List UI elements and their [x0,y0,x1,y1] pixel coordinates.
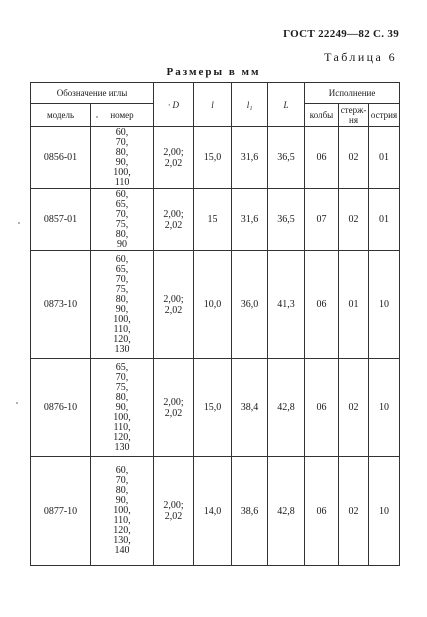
cell-numbers [91,457,154,566]
needle-number: 120, [113,431,131,443]
cell-big-l: 36,5 [268,127,305,189]
table-caption: Размеры в мм [166,66,261,78]
cell-l: 14,0 [194,457,232,566]
needle-number: 70, [115,475,129,486]
needle-number: 80, [115,146,129,158]
cell-bulb: 06 [305,251,339,359]
header-l: l [194,83,232,127]
needle-number: 70, [115,371,129,383]
diameter-value: 2,00; [163,396,184,408]
cell-bulb: 06 [305,127,339,189]
header-execution: Исполнение [305,83,400,104]
cell-point: 01 [369,189,400,251]
cell-l: 15,0 [194,359,232,457]
diameter-value: 2,02 [164,304,183,316]
needle-number: 100, [113,411,131,423]
needle-number: 140 [114,545,130,556]
diameter-value: 2,00; [163,293,184,305]
cell-shank: 02 [339,359,369,457]
diameter-value: 2,00; [163,208,184,220]
cell-numbers [91,251,154,359]
cell-big-l: 42,8 [268,457,305,566]
needle-number: 100, [113,313,131,325]
needle-number: 70, [115,208,129,220]
table-row [31,359,400,457]
scan-speck [96,116,98,118]
cell-big-l: 42,8 [268,359,305,457]
needle-number: 70, [115,273,129,285]
needle-number: 75, [115,283,129,295]
needle-number: 90, [115,303,129,315]
needle-number: 65, [115,361,129,373]
diameter-value: 2,02 [164,157,183,169]
cell-model: 0877-10 [31,457,91,566]
diameter-value: 2,00; [163,500,184,511]
cell-model: 0856-01 [31,127,91,189]
needle-number: 60, [115,188,129,200]
needle-number: 80, [115,485,129,496]
cell-shank: 02 [339,127,369,189]
header-shank: стерж- ня [339,104,369,127]
cell-l: 15 [194,189,232,251]
cell-d [154,251,194,359]
cell-l1: 31,6 [232,127,268,189]
cell-l1: 36,0 [232,251,268,359]
header-d: · D [154,83,194,127]
table-row [31,189,400,251]
header-number: номер [91,104,154,127]
header-needle-designation: Обозначение иглы [31,83,154,104]
needle-number: 70, [115,136,129,148]
needle-number: 110, [113,323,131,335]
cell-big-l: 41,3 [268,251,305,359]
needle-number: 65, [115,198,129,210]
cell-point: 10 [369,251,400,359]
cell-numbers [91,189,154,251]
needle-number: 80, [115,228,129,240]
table-label: Таблица 6 [324,50,397,64]
scan-speck [16,402,18,404]
cell-model: 0876-10 [31,359,91,457]
cell-d [154,127,194,189]
header-model: модель [31,104,91,127]
needle-number: 110 [114,176,130,188]
needle-number: 130 [114,343,130,355]
needle-number: 130 [114,441,130,453]
needle-number: 90, [115,401,129,413]
page-header: ГОСТ 22249—82 С. 39 [283,28,399,40]
needle-number: 110, [113,421,131,433]
needle-number: 60, [115,465,129,476]
table-row [31,457,400,566]
cell-shank: 01 [339,251,369,359]
cell-l1: 31,6 [232,189,268,251]
cell-model: 0857-01 [31,189,91,251]
cell-numbers [91,127,154,189]
needle-number: 60, [115,253,129,265]
cell-l1: 38,4 [232,359,268,457]
needle-number: 100, [113,166,131,178]
header-bulb: колбы [305,104,339,127]
needle-number: 90, [115,495,129,506]
cell-point: 01 [369,127,400,189]
cell-numbers [91,359,154,457]
cell-l: 10,0 [194,251,232,359]
needle-number: 90 [117,238,127,250]
table-row [31,251,400,359]
cell-d [154,189,194,251]
needle-number: 60, [115,126,129,138]
cell-point: 10 [369,457,400,566]
needle-number: 130, [113,535,131,546]
cell-l: 15,0 [194,127,232,189]
needle-number: 75, [115,381,129,393]
dimensions-table [30,82,400,566]
cell-point: 10 [369,359,400,457]
cell-bulb: 06 [305,457,339,566]
header-big-l: L [268,83,305,127]
diameter-value: 2,02 [164,219,183,231]
needle-number: 120, [113,525,131,536]
needle-number: 75, [115,218,129,230]
needle-number: 65, [115,263,129,275]
diameter-value: 2,02 [164,511,183,522]
table-row [31,127,400,189]
cell-model: 0873-10 [31,251,91,359]
cell-bulb: 06 [305,359,339,457]
cell-d [154,457,194,566]
header-point: острия [369,104,400,127]
cell-bulb: 07 [305,189,339,251]
cell-shank: 02 [339,457,369,566]
needle-number: 90, [115,156,129,168]
diameter-value: 2,00; [163,146,184,158]
cell-l1: 38,6 [232,457,268,566]
cell-shank: 02 [339,189,369,251]
needle-number: 110, [113,515,131,526]
header-l1: l₁ [232,83,268,127]
needle-number: 100, [113,505,131,516]
cell-d [154,359,194,457]
scan-speck [18,222,20,224]
needle-number: 80, [115,293,129,305]
diameter-value: 2,02 [164,407,183,419]
needle-number: 80, [115,391,129,403]
needle-number: 120, [113,333,131,345]
cell-big-l: 36,5 [268,189,305,251]
